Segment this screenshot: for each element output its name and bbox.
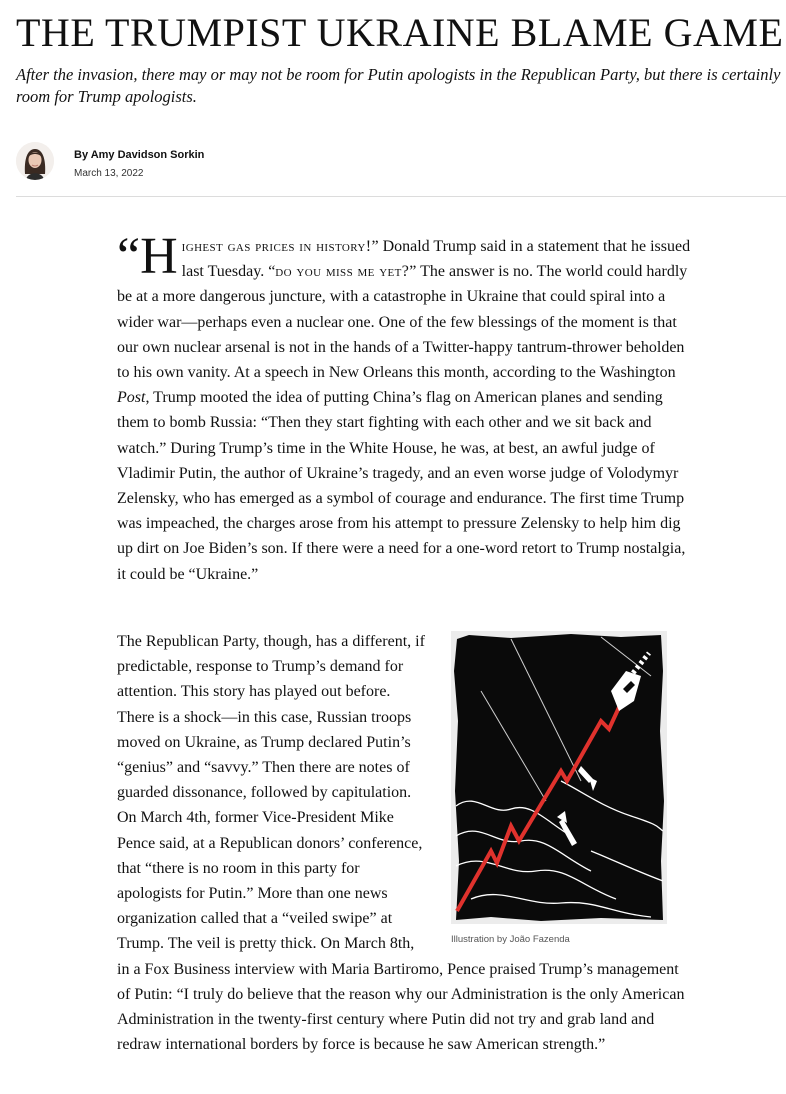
article-dek: After the invasion, there may or may not be room for Putin apologists in the Republican Party, but there is certainly room for Trump apologists. bbox=[16, 65, 781, 106]
drop-cap: “H bbox=[117, 228, 178, 285]
body-paragraph-2: The Republican Party, though, has a different, if predictable, response to Trump’s demand for attention. This story has played out before. There is a shock—in this case, Russian troops moved on Ukraine, as Trump declared Putin’s “genius” and “savvy.” Then there are notes of guarded dissonance, followed by capitulation. On March 4th, former Vice-President Mike Pence said, at a Republican donors’ conference, that “there is no room in this party for apologists for Putin.” More than one news organization called that a “veiled swipe” at Trump. The veil is pretty thick. On March 8th, in a Fox Business interview with Maria Bartiromo, Pence praised Trump’s management of Putin: “I truly do believe that the reason why our Administration is the only American Administration in the twenty-first century where Putin did not try and grab land and redraw international borders by force is because he saw American strength.” bbox=[117, 629, 695, 1057]
illustration-credit: Illustration by João Fazenda bbox=[451, 934, 570, 945]
article-headline: THE TRUMPIST UKRAINE BLAME GAME bbox=[16, 10, 784, 55]
article-illustration[interactable] bbox=[451, 631, 667, 924]
publish-date: March 13, 2022 bbox=[74, 168, 144, 179]
author-byline[interactable]: By Amy Davidson Sorkin bbox=[74, 149, 205, 161]
author-avatar[interactable] bbox=[16, 142, 54, 180]
header-divider bbox=[16, 196, 786, 197]
body-paragraph-1: “H ighest gas prices in history!” Donald Trump said in a statement that he issued last Tuesday. “do you miss me yet?” The answer is no. The world could hardly be at a more dangerous juncture, with a catastrophe in Ukraine that could spiral into a wider war—perhaps even a nuclear one. One of the few blessings of the moment is that our own nuclear arsenal is not in the hands of a Twitter-happy tantrum-thrower beholden to his own vanity. At a speech in New Orleans this month, according to the Washington Post, Trump mooted the idea of putting China’s flag on American planes and sending them to bomb Russia: “Then they start fighting with each other and we sit back and watch.” During Trump’s time in the White House, he was, at best, an awful judge of Vladimir Putin, the author of Ukraine’s tragedy, and an even worse judge of Volodymyr Zelensky, who has emerged as a symbol of courage and endurance. The first time Trump was impeached, the charges arose from his attempt to pressure Zelensky to help him dig up dirt on Joe Biden’s son. If there were a need for a one-word retort to Trump nostalgia, it could be “Ukraine.” bbox=[117, 228, 691, 583]
